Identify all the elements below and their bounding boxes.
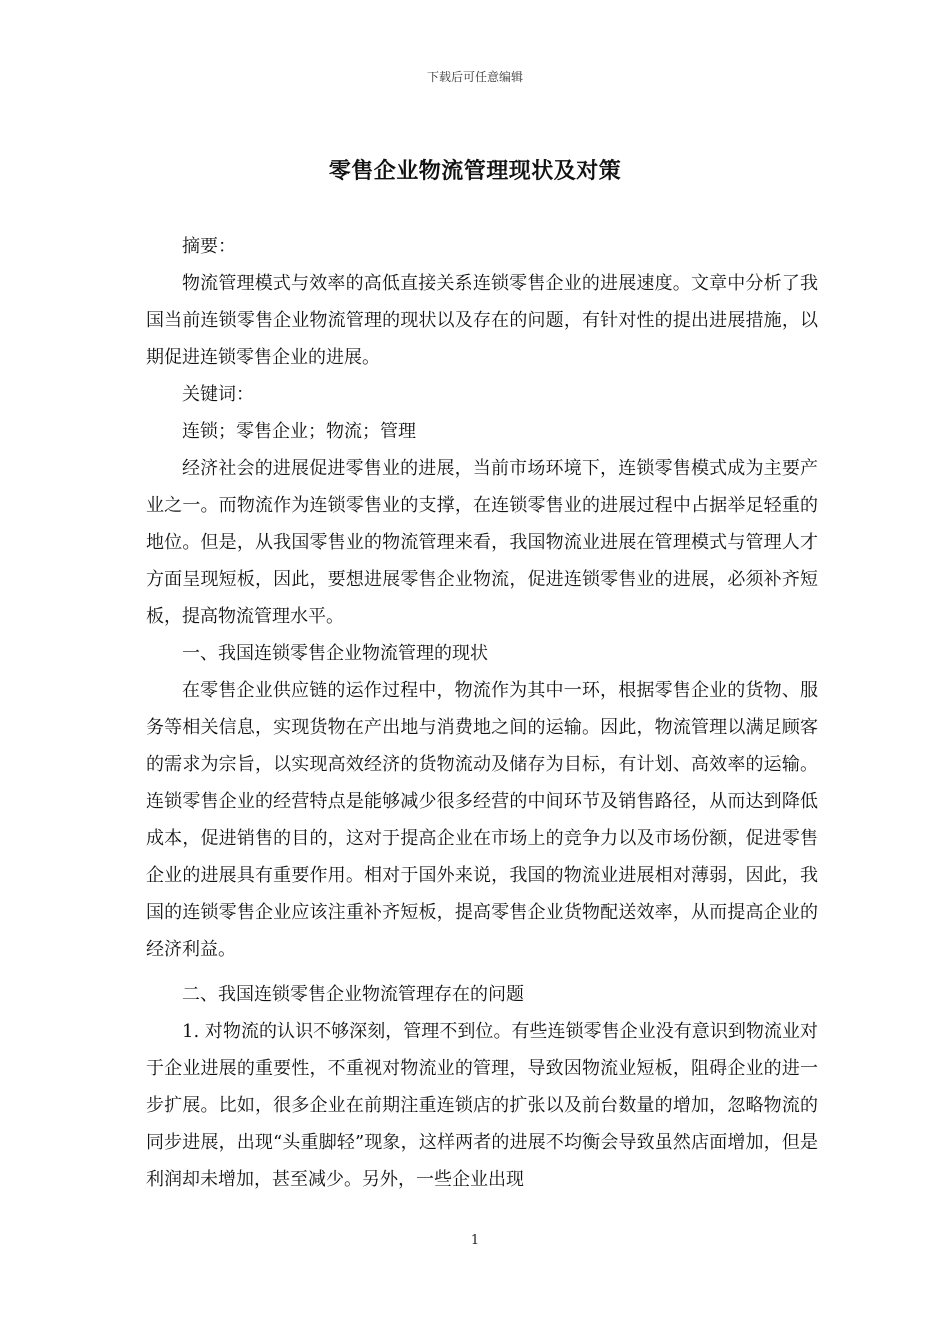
section-1-paragraph: 在零售企业供应链的运作过程中，物流作为其中一环，根据零售企业的货物、服务等相关信息，实现货物在产出地与消费地之间的运输。因此，物流管理以满足顾客的需求为宗旨，以实现高效经济的货物流动及储存为目标，有计划、高效率的运输。连锁零售企业的经营特点是能够减少很多经营的中间环节及销售路径，从而达到降低成本，促进销售的目的，这对于提高企业在市场上的竞争力以及市场份额，促进零售企业的进展具有重要作用。相对于国外来说，我国的物流业进展相对薄弱，因此，我国的连锁零售企业应该注重补齐短板，提高零售企业货物配送效率，从而提高企业的经济利益。: [146, 680, 818, 960]
page-number: 1: [470, 1233, 480, 1248]
intro-paragraph: 经济社会的进展促进零售业的进展，当前市场环境下，连锁零售模式成为主要产业之一。而物流作为连锁零售业的支撑，在连锁零售业的进展过程中占据举足轻重的地位。但是，从我国零售业的物流管理来看，我国物流业进展在管理模式与管理人才方面呈现短板，因此，要想进展零售企业物流，促进连锁零售业的进展，必须补齐短板，提高物流管理水平。: [146, 458, 818, 627]
keywords-heading: 关键词：: [182, 384, 254, 405]
document-body: [146, 228, 818, 1198]
section-2-paragraph: 1. 对物流的认识不够深刻，管理不到位。有些连锁零售企业没有意识到物流业对于企业进展的重要性，不重视对物流业的管理，导致因物流业短板，阻碍企业的进一步扩展。比如，很多企业在前期注重连锁店的扩张以及前台数量的增加，忽略物流的同步进展，出现“头重脚轻”现象，这样两者的进展不均衡会导致虽然店面增加，但是利润却未增加，甚至减少。另外，一些企业出现: [146, 1021, 818, 1190]
header-note: 下载后可任意编辑: [426, 70, 523, 84]
section-heading-2: 二、我国连锁零售企业物流管理存在的问题: [182, 984, 524, 1005]
abstract-heading: 摘要：: [182, 236, 236, 257]
keywords-text: 连锁；零售企业；物流；管理: [182, 421, 416, 442]
section-heading-1: 一、我国连锁零售企业物流管理的现状: [182, 643, 488, 664]
abstract-text: 物流管理模式与效率的高低直接关系连锁零售企业的进展速度。文章中分析了我国当前连锁零售企业物流管理的现状以及存在的问题，有针对性的提出进展措施，以期促进连锁零售企业的进展。: [146, 273, 818, 368]
document-title: 零售企业物流管理现状及对策: [328, 158, 622, 184]
